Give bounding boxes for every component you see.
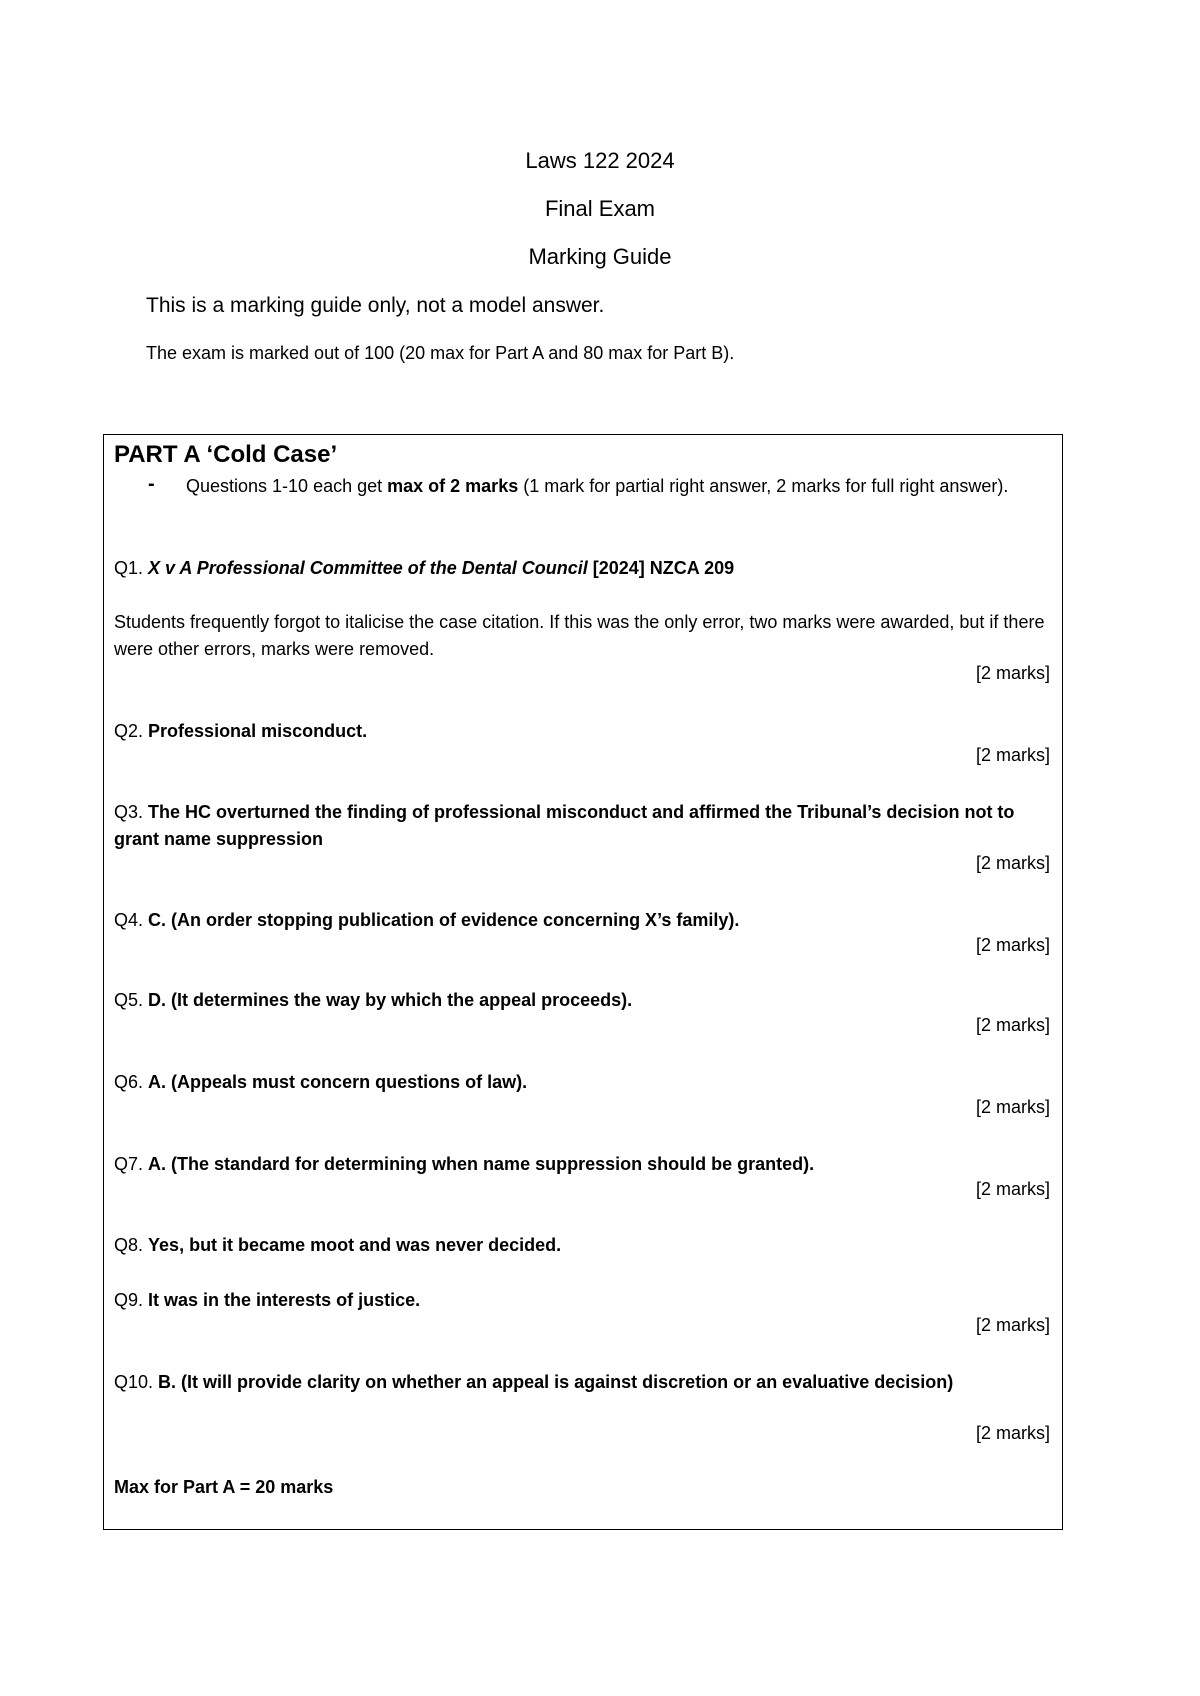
marks-label: [2 marks]	[975, 1097, 1050, 1117]
question-8	[114, 1232, 1054, 1259]
marks-label: [2 marks]	[975, 1315, 1050, 1335]
question-number: Q10.	[114, 1372, 154, 1392]
answer: B. (It will provide clarity on whether an appeal is against discretion or an evaluative decision)	[158, 1372, 954, 1392]
answer: A. (Appeals must concern questions of law).	[148, 1072, 528, 1092]
bullet-bold: max of 2 marks	[387, 476, 519, 496]
intro-disclaimer: This is a marking guide only, not a model answer.	[146, 294, 605, 317]
bullet-instructions	[186, 473, 1056, 500]
marks-label: [2 marks]	[975, 1179, 1050, 1199]
part-a-title: PART A ‘Cold Case’	[114, 441, 338, 468]
part-a-box	[103, 434, 1063, 1530]
question-6	[114, 1069, 1054, 1096]
answer: It was in the interests of justice.	[148, 1290, 421, 1310]
question-number: Q5.	[114, 990, 144, 1010]
marks-label: [2 marks]	[975, 853, 1050, 873]
marks-label: [2 marks]	[975, 745, 1050, 765]
guide-title: Marking Guide	[528, 244, 672, 269]
answer: D. (It determines the way by which the appeal proceeds).	[148, 990, 633, 1010]
question-number: Q3.	[114, 802, 144, 822]
answer: A. (The standard for determining when name suppression should be granted).	[148, 1154, 815, 1174]
question-5	[114, 987, 1054, 1014]
intro-marking-scheme: The exam is marked out of 100 (20 max for Part A and 80 max for Part B).	[146, 343, 735, 363]
question-7	[114, 1151, 1054, 1178]
question-number: Q9.	[114, 1290, 144, 1310]
bullet-pre: Questions 1-10 each get	[186, 476, 388, 496]
marks-label: [2 marks]	[975, 1423, 1050, 1443]
marks-label: [2 marks]	[975, 935, 1050, 955]
course-title: Laws 122 2024	[525, 148, 675, 173]
marks-label: [2 marks]	[975, 1015, 1050, 1035]
question-2	[114, 718, 1054, 745]
question-number: Q4.	[114, 910, 144, 930]
question-number: Q1.	[114, 558, 144, 578]
question-number: Q6.	[114, 1072, 144, 1092]
question-number: Q8.	[114, 1235, 144, 1255]
answer: C. (An order stopping publication of evidence concerning X’s family).	[148, 910, 740, 930]
question-10	[114, 1369, 1054, 1396]
answer: The HC overturned the finding of professional misconduct and affirmed the Tribunal’s decision not to grant name suppression	[114, 802, 1015, 849]
case-citation: [2024] NZCA 209	[587, 558, 735, 578]
marks-label: [2 marks]	[975, 663, 1050, 683]
question-3	[114, 799, 1054, 853]
question-4	[114, 907, 1054, 934]
exam-title: Final Exam	[544, 196, 656, 221]
answer: Professional misconduct.	[148, 721, 368, 741]
case-name: X v A Professional Committee of the Dental Council	[148, 558, 588, 578]
part-a-max: Max for Part A = 20 marks	[114, 1477, 334, 1497]
bullet-post: (1 mark for partial right answer, 2 marks for full right answer).	[518, 476, 1009, 496]
question-number: Q7.	[114, 1154, 144, 1174]
bullet-dash: -	[148, 473, 155, 495]
question-9	[114, 1287, 1054, 1314]
q1-note: Students frequently forgot to italicise the case citation. If this was the only error, two marks were awarded, but if there were other errors, marks were removed.	[114, 612, 1045, 659]
answer: Yes, but it became moot and was never decided.	[148, 1235, 562, 1255]
question-1	[114, 555, 1054, 582]
question-number: Q2.	[114, 721, 144, 741]
